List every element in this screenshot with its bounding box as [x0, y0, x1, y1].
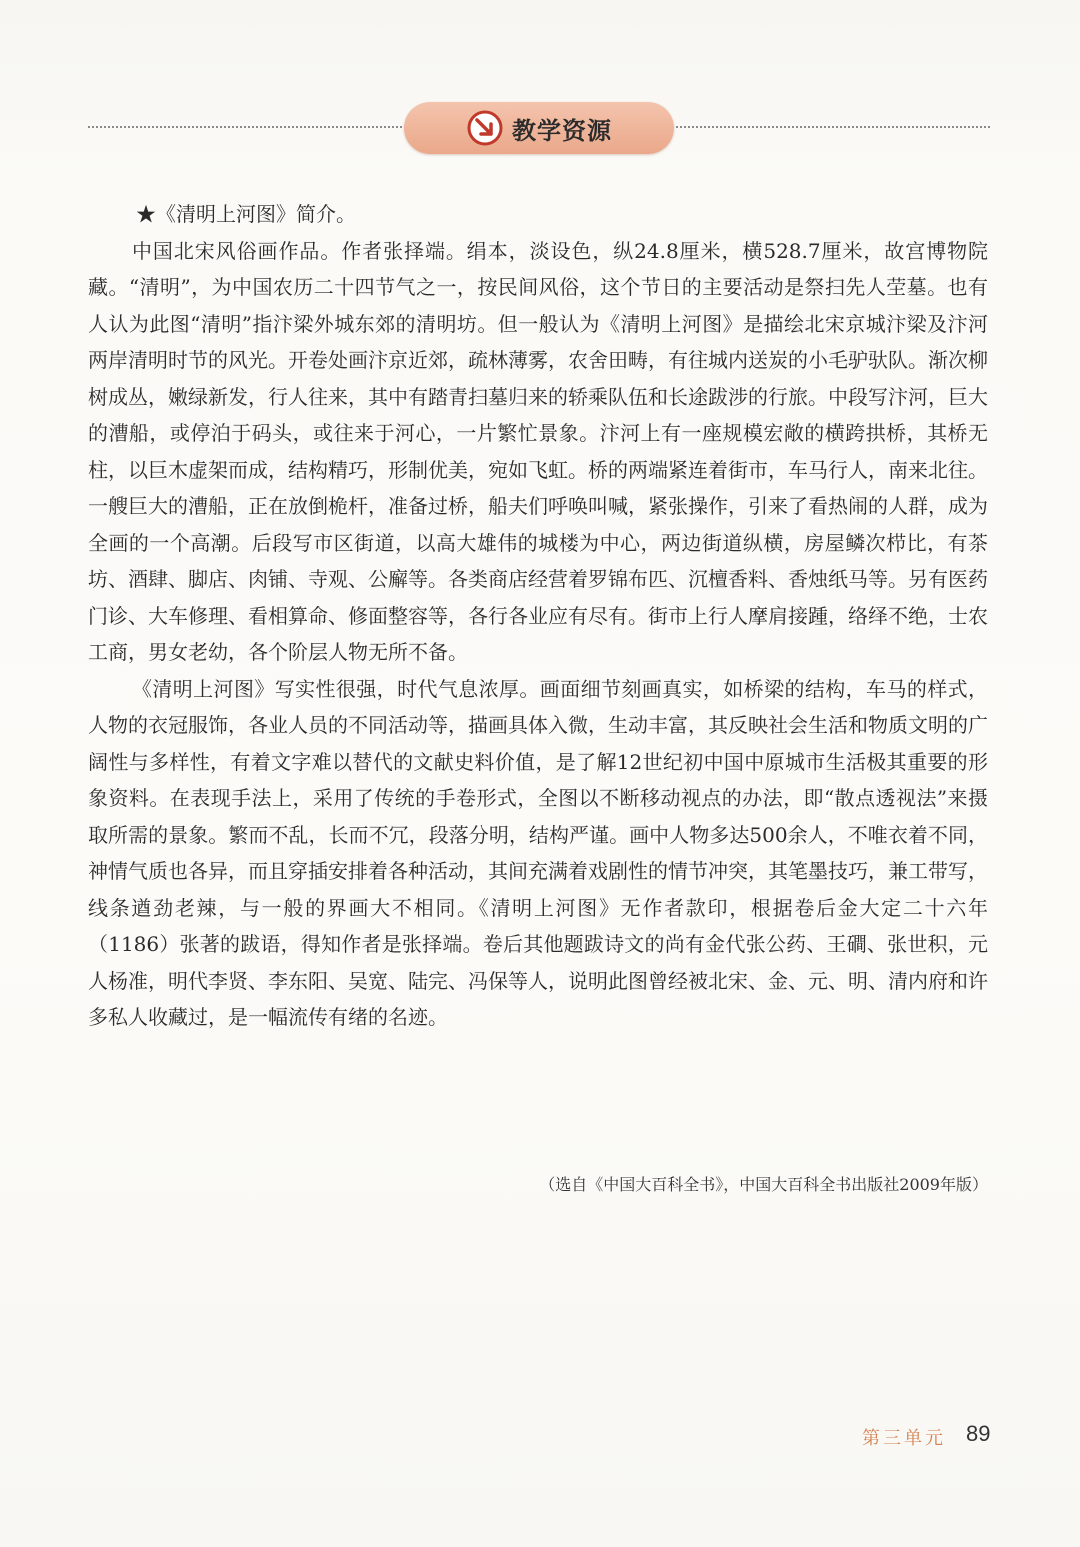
- article-body: [88, 196, 988, 1036]
- article-paragraph-2: 《清明上河图》写实性很强，时代气息浓厚。画面细节刻画真实，如桥梁的结构，车马的样式，人物的衣冠服饰，各业人员的不同活动等，描画具体入微，生动丰富，其反映社会生活和物质文明的广阔性与多样性，有着文字难以替代的文献史料价值，是了解12世纪初中国中原城市生活极其重要的形象资料。在表现手法上，采用了传统的手卷形式，全图以不断移动视点的办法，即“散点透视法”来摄取所需的景象。繁而不乱，长而不冗，段落分明，结构严谨。画中人物多达500余人，不唯衣着不同，神情气质也各异，而且穿插安排着各种活动，其间充满着戏剧性的情节冲突，其笔墨技巧，兼工带写，线条遒劲老辣，与一般的界画大不相同。《清明上河图》无作者款印，根据卷后金大定二十六年（1186）张著的跋语，得知作者是张择端。卷后其他题跋诗文的尚有金代张公药、王磵、张世积，元人杨准，明代李贤、李东阳、吴宽、陆完、冯保等人，说明此图曾经被北宋、金、元、明、清内府和许多私人收藏过，是一幅流传有绪的名迹。: [88, 676, 988, 1029]
- article-heading: ★《清明上河图》简介。: [136, 202, 356, 226]
- header-dotted-rule-right: [672, 126, 990, 128]
- section-header-badge: [404, 102, 674, 154]
- page-number: 89: [966, 1421, 991, 1446]
- header-dotted-rule-left: [88, 126, 406, 128]
- source-citation: （选自《中国大百科全书》，中国大百科全书出版社2009年版）: [539, 1175, 988, 1194]
- section-header-title: 教学资源: [512, 116, 612, 145]
- footer-unit-label: 第三单元: [862, 1428, 946, 1449]
- arrow-down-right-icon: [466, 109, 504, 147]
- article-paragraph-1: 中国北宋风俗画作品。作者张择端。绢本，淡设色，纵24.8厘米，横528.7厘米，故宫博物院藏。“清明”，为中国农历二十四节气之一，按民间风俗，这个节日的主要活动是祭扫先人茔墓。也有人认为此图“清明”指汴梁外城东郊的清明坊。但一般认为《清明上河图》是描绘北宋京城汴梁及汴河两岸清明时节的风光。开卷处画汴京近郊，疏林薄雾，农舍田畴，有往城内送炭的小毛驴驮队。渐次柳树成丛，嫩绿新发，行人往来，其中有踏青扫墓归来的轿乘队伍和长途跋涉的行旅。中段写汴河，巨大的漕船，或停泊于码头，或往来于河心，一片繁忙景象。汴河上有一座规模宏敞的横跨拱桥，其桥无柱，以巨木虚架而成，结构精巧，形制优美，宛如飞虹。桥的两端紧连着街市，车马行人，南来北往。一艘巨大的漕船，正在放倒桅杆，准备过桥，船夫们呼唤叫喊，紧张操作，引来了看热闹的人群，成为全画的一个高潮。后段写市区街道，以高大雄伟的城楼为中心，两边街道纵横，房屋鳞次栉比，有茶坊、酒肆、脚店、肉铺、寺观、公廨等。各类商店经营着罗锦布匹、沉檀香料、香烛纸马等。另有医药门诊、大车修理、看相算命、修面整容等，各行各业应有尽有。街市上行人摩肩接踵，络绎不绝，士农工商，男女老幼，各个阶层人物无所不备。: [88, 238, 988, 664]
